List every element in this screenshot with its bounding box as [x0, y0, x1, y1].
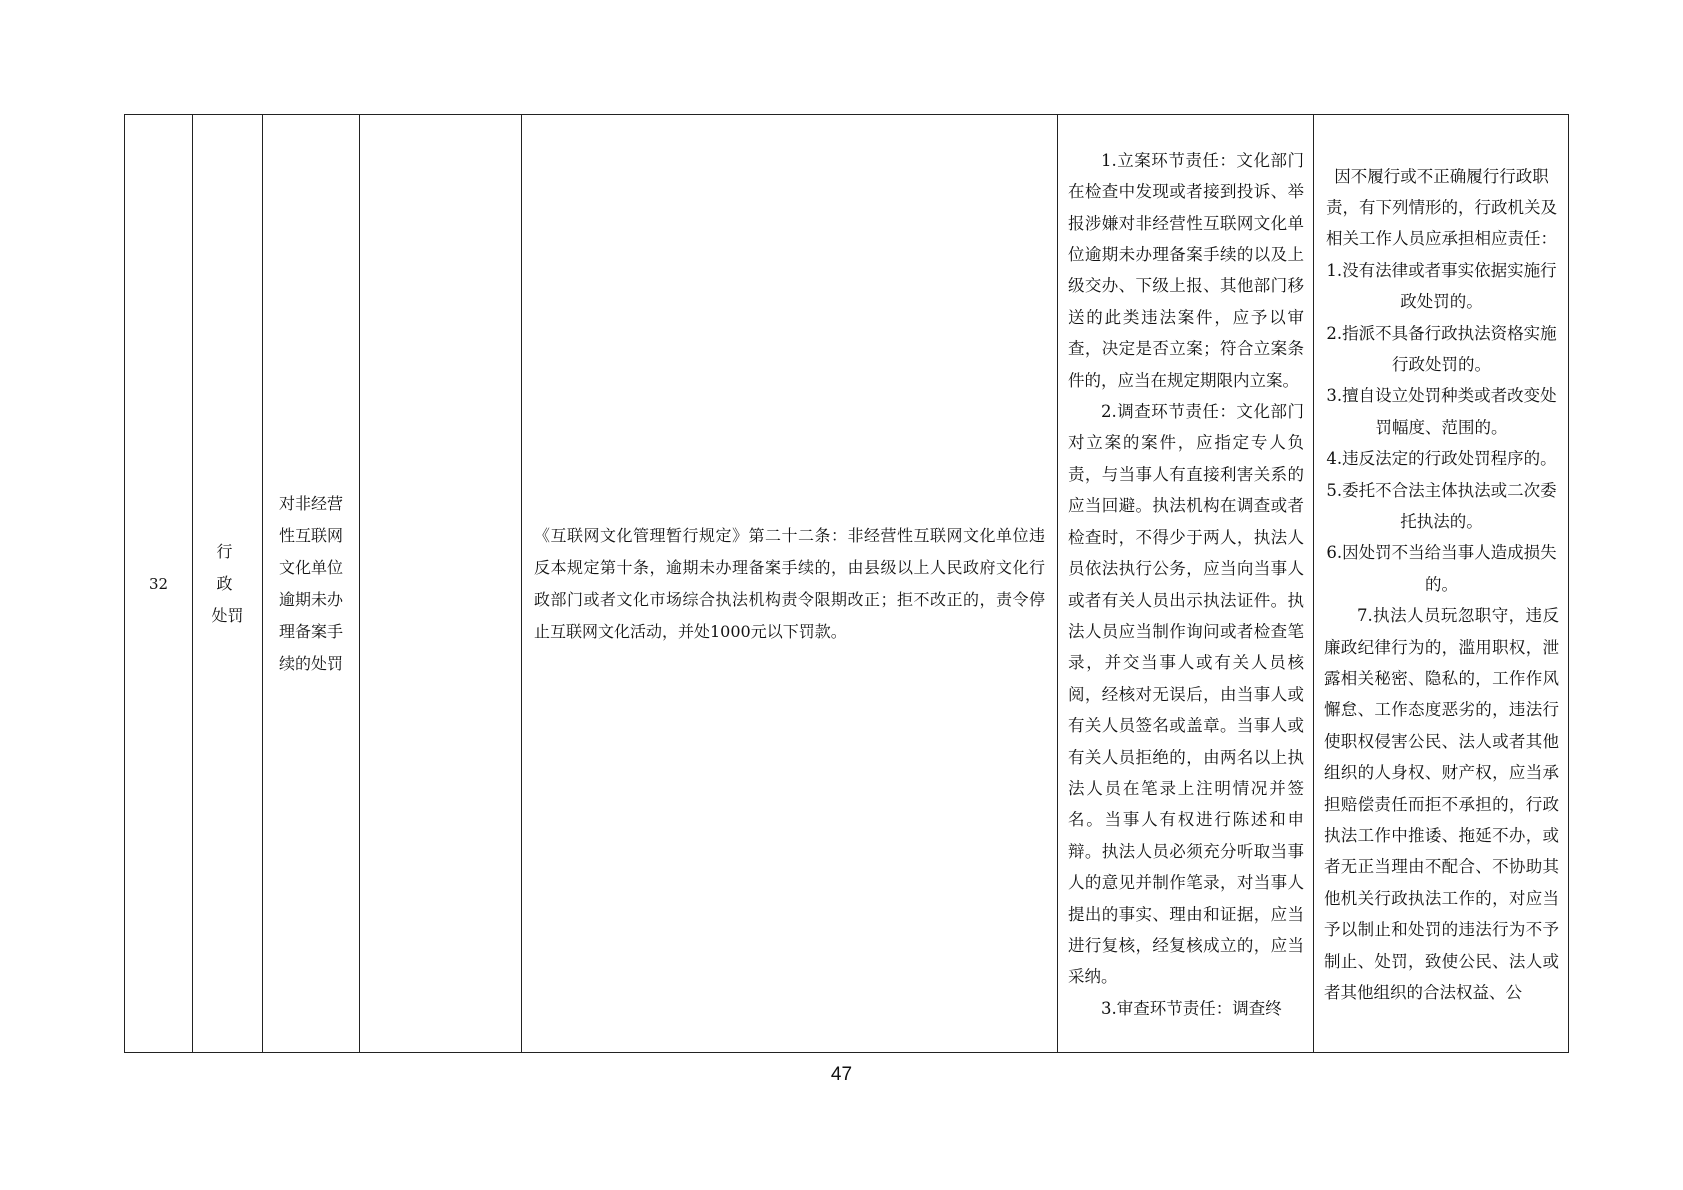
item-name: 对非经营性互联网文化单位逾期未办理备案手续的处罚 — [278, 493, 343, 673]
legal-basis-text: 《互联网文化管理暂行规定》第二十二条：非经营性互联网文化单位违反本规定第十条，逾期未办理备案手续的，由县级以上人民政府文化行政部门或者文化市场综合执法机构责令限期改正；拒不改正的，责令停止互联网文化活动，并处1000元以下罚款。 — [534, 525, 1045, 641]
responsibility-item-7: 7.执法人员玩忽职守，违反廉政纪律行为的，滥用职权，泄露相关秘密、隐私的，工作作风懈怠、工作态度恶劣的，违法行使职权侵害公民、法人或者其他组织的人身权、财产权，应当承担赔偿责任而拒不承担的，行政执法工作中推诿、拖延不办，或者无正当理由不配合、不协助其他机关行政执法工作的，对应当予以制止和处罚的违法行为不予制止、处罚，致使公民、法人或者其他组织的合法权益、公 — [1324, 606, 1559, 1003]
responsibility-item-4: 4.违反法定的行政处罚程序的。 — [1326, 449, 1557, 469]
responsibility-item-5: 5.委托不合法主体执法或二次委托执法的。 — [1326, 480, 1557, 531]
duty-paragraph-3: 3.审查环节责任：调查终 — [1101, 998, 1282, 1018]
duty-paragraph-2: 2.调查环节责任：文化部门对立案的案件，应指定专人负责，与当事人有直接利害关系的应当回避。执法机构在调查或者检查时，不得少于两人，执法人员依法执行公务，应当向当事人或者有关人员出示执法证件。执法人员应当制作询问或者检查笔录，并交当事人或有关人员核阅，经核对无误后，由当事人或有关人员签名或盖章。当事人或有关人员拒绝的，由两名以上执法人员在笔录上注明情况并签名。当事人有权进行陈述和申辩。执法人员必须充分听取当事人的意见并制作笔录，对当事人提出的事实、理由和证据，应当进行复核，经复核成立的，应当采纳。 — [1068, 402, 1304, 987]
row-number: 32 — [148, 575, 169, 593]
page-number: 47 — [830, 1064, 853, 1085]
responsibility-intro: 因不履行或不正确履行行政职责，有下列情形的，行政机关及相关工作人员应承担相应责任： — [1326, 166, 1557, 249]
duty-cell — [1058, 115, 1314, 1053]
responsibility-item-3: 3.擅自设立处罚种类或者改变处罚幅度、范围的。 — [1326, 386, 1557, 437]
item-name-cell — [263, 115, 360, 1053]
responsibility-item-1: 1.没有法律或者事实依据实施行政处罚的。 — [1326, 260, 1557, 312]
table-row — [125, 115, 1569, 1053]
responsibility-item-6: 6.因处罚不当给当事人造成损失的。 — [1326, 543, 1557, 594]
category-cell — [193, 115, 263, 1053]
empty-cell — [360, 115, 522, 1053]
duty-paragraph-1: 1.立案环节责任：文化部门在检查中发现或者接到投诉、举报涉嫌对非经营性互联网文化单位逾期未办理备案手续的以及上级交办、下级上报、其他部门移送的此类违法案件，应予以审查，决定是否立案；符合立案条件的，应当在规定期限内立案。 — [1068, 150, 1304, 390]
duty-table — [124, 114, 1569, 1053]
category-line-2: 处罚 — [211, 605, 244, 625]
responsibility-item-2: 2.指派不具备行政执法资格实施行政处罚的。 — [1326, 323, 1557, 374]
legal-basis-cell — [522, 115, 1058, 1053]
row-number-cell — [125, 115, 193, 1053]
category-line-1: 行政 — [216, 541, 249, 593]
responsibility-cell — [1314, 115, 1569, 1053]
